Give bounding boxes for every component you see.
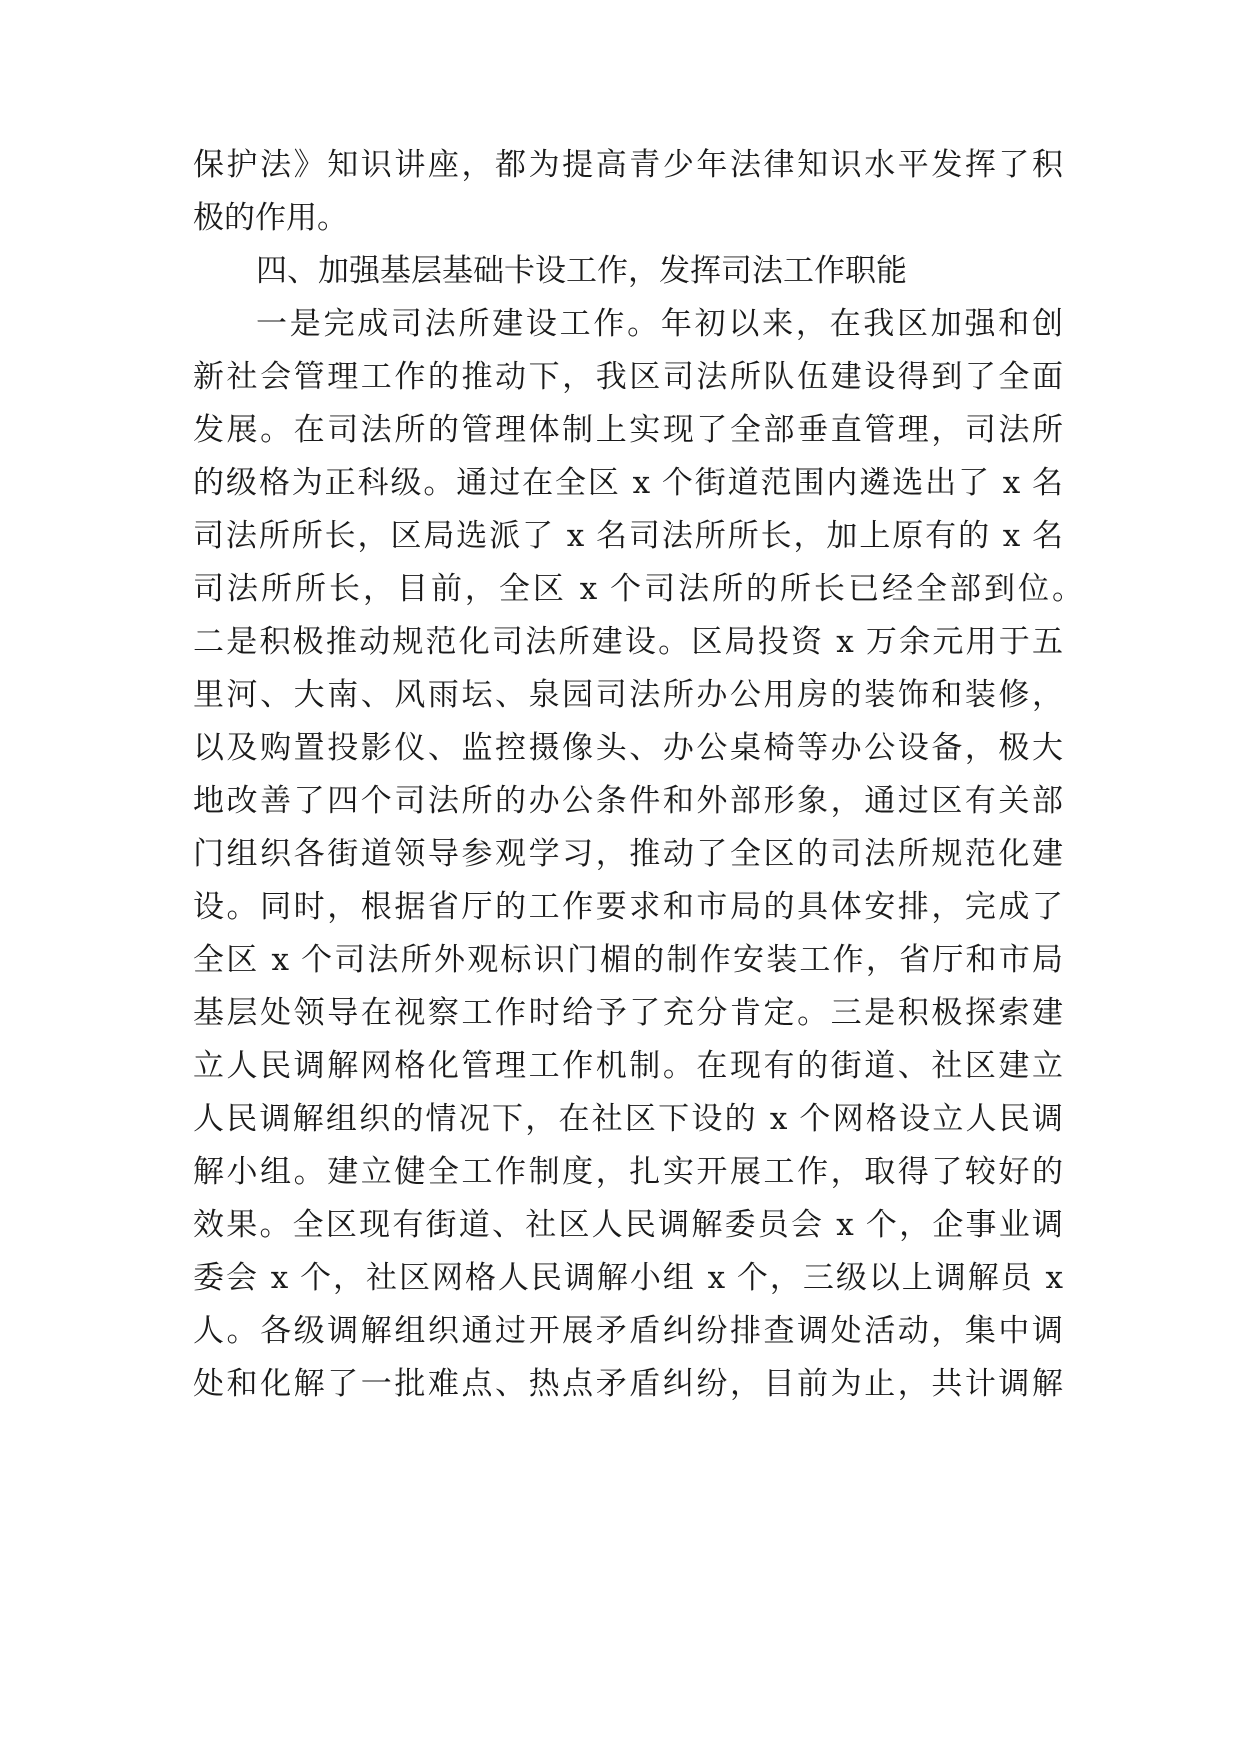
text-line: 效果。全区现有街道、社区人民调解委员会 x 个，企事业调 (193, 1207, 1063, 1243)
text-line: 司法所所长，区局选派了 x 名司法所所长，加上原有的 x 名 (193, 518, 1063, 554)
text-line: 立人民调解网格化管理工作机制。在现有的街道、社区建立 (193, 1048, 1063, 1084)
text-line: 极的作用。 (193, 200, 348, 236)
text-line: 设。同时，根据省厅的工作要求和市局的具体安排，完成了 (193, 889, 1063, 925)
text-line: 处和化解了一批难点、热点矛盾纠纷，目前为止，共计调解 (193, 1366, 1063, 1402)
text-line: 里河、大南、风雨坛、泉园司法所办公用房的装饰和装修， (193, 677, 1063, 713)
text-line: 基层处领导在视察工作时给予了充分肯定。三是积极探索建 (193, 995, 1063, 1031)
text-line: 司法所所长，目前，全区 x 个司法所的所长已经全部到位。 (193, 571, 1083, 607)
text-line: 委会 x 个，社区网格人民调解小组 x 个，三级以上调解员 x (193, 1260, 1063, 1296)
text-line: 人民调解组织的情况下，在社区下设的 x 个网格设立人民调 (193, 1101, 1063, 1137)
text-line: 以及购置投影仪、监控摄像头、办公桌椅等办公设备，极大 (193, 730, 1063, 766)
text-line: 门组织各街道领导参观学习，推动了全区的司法所规范化建 (193, 836, 1063, 872)
paragraph-first-line: 一是完成司法所建设工作。年初以来，在我区加强和创 (256, 306, 1063, 342)
text-line: 的级格为正科级。通过在全区 x 个街道范围内遴选出了 x 名 (193, 465, 1063, 501)
text-line: 发展。在司法所的管理体制上实现了全部垂直管理，司法所 (193, 412, 1063, 448)
text-line: 全区 x 个司法所外观标识门楣的制作安装工作，省厅和市局 (193, 942, 1063, 978)
text-line: 解小组。建立健全工作制度，扎实开展工作，取得了较好的 (193, 1154, 1063, 1190)
section-heading: 四、加强基层基础卡设工作，发挥司法工作职能 (256, 253, 907, 289)
text-line: 人。各级调解组织通过开展矛盾纠纷排查调处活动，集中调 (193, 1313, 1063, 1349)
text-line: 二是积极推动规范化司法所建设。区局投资 x 万余元用于五 (193, 624, 1063, 660)
text-line: 地改善了四个司法所的办公条件和外部形象，通过区有关部 (193, 783, 1063, 819)
text-line: 保护法》知识讲座，都为提高青少年法律知识水平发挥了积 (193, 147, 1063, 183)
text-line: 新社会管理工作的推动下，我区司法所队伍建设得到了全面 (193, 359, 1063, 395)
